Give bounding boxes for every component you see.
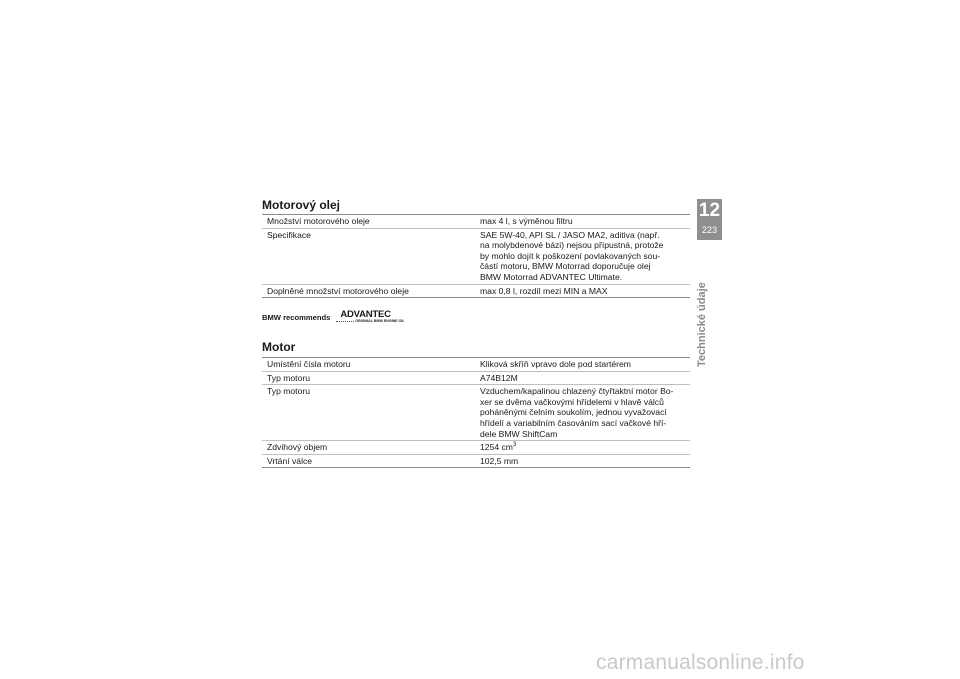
chapter-number: 12	[698, 200, 721, 221]
table-row	[262, 229, 690, 285]
recommend-text: BMW recommends	[262, 313, 331, 322]
table-row	[262, 455, 690, 469]
chapter-tab	[697, 199, 722, 240]
row-label: Typ motoru	[267, 372, 310, 383]
row-value: Vzduchem/kapalinou chlazený čtyřtaktní motor Bo- xer se dvěma vačkovými hřídelemi v hlavě válců poháněnými čelním soukolím, jednou vyvažovací hřídelí a variabilním časováním sací vačkové hří- dele BMW ShiftCam	[480, 386, 674, 439]
row-value: SAE 5W-40, API SL / JASO MA2, aditiva (např. na molybdenové bázi) nejsou přípustná, protože by mohlo dojít k poškození povlakovaných sou- částí motoru, BMW Motorrad doporučuje olej BMW Motorrad ADVANTEC Ultimate.	[480, 229, 664, 282]
advantec-logo	[336, 310, 408, 326]
row-label: Vrtání válce	[267, 455, 313, 466]
row-value: A74B12M	[480, 372, 518, 383]
row-label: Umístění čísla motoru	[267, 359, 351, 369]
engine-spec-table	[262, 357, 690, 468]
table-row	[262, 441, 690, 455]
row-value: max 0,8 l, rozdíl mezi MIN a MAX	[480, 285, 608, 296]
logo-name: ADVANTEC	[340, 309, 391, 320]
row-value: max 4 l, s výměnou filtru	[480, 216, 573, 226]
row-label: Typ motoru	[267, 386, 310, 397]
row-value: 102,5 mm	[480, 455, 519, 466]
unit-superscript: 3	[512, 442, 517, 449]
watermark: carmanualsonline.info	[596, 651, 805, 674]
row-label: Specifikace	[267, 229, 311, 240]
logo-subtitle: ORIGINAL BMW ENGINE OIL	[355, 319, 405, 323]
row-label: Množství motorového oleje	[267, 216, 370, 226]
row-label: Doplněné množství motorového oleje	[267, 285, 409, 296]
oil-recommendation	[262, 310, 408, 326]
table-row	[262, 215, 690, 229]
chapter-label: Technické údaje	[696, 282, 708, 367]
row-value: Kliková skříň vpravo dole pod startérem	[480, 359, 631, 369]
logo-dots-icon	[336, 321, 354, 323]
table-row	[262, 372, 690, 386]
table-row	[262, 285, 690, 299]
row-value	[474, 441, 690, 454]
row-label: Zdvihový objem	[267, 442, 328, 453]
oil-spec-table	[262, 214, 690, 298]
table-row	[262, 358, 690, 372]
engine-section-title: Motor	[262, 340, 296, 354]
page-number: 223	[701, 225, 718, 235]
oil-section-title: Motorový olej	[262, 198, 341, 212]
displacement-value: 1254 cm	[480, 442, 513, 453]
table-row	[262, 385, 690, 441]
